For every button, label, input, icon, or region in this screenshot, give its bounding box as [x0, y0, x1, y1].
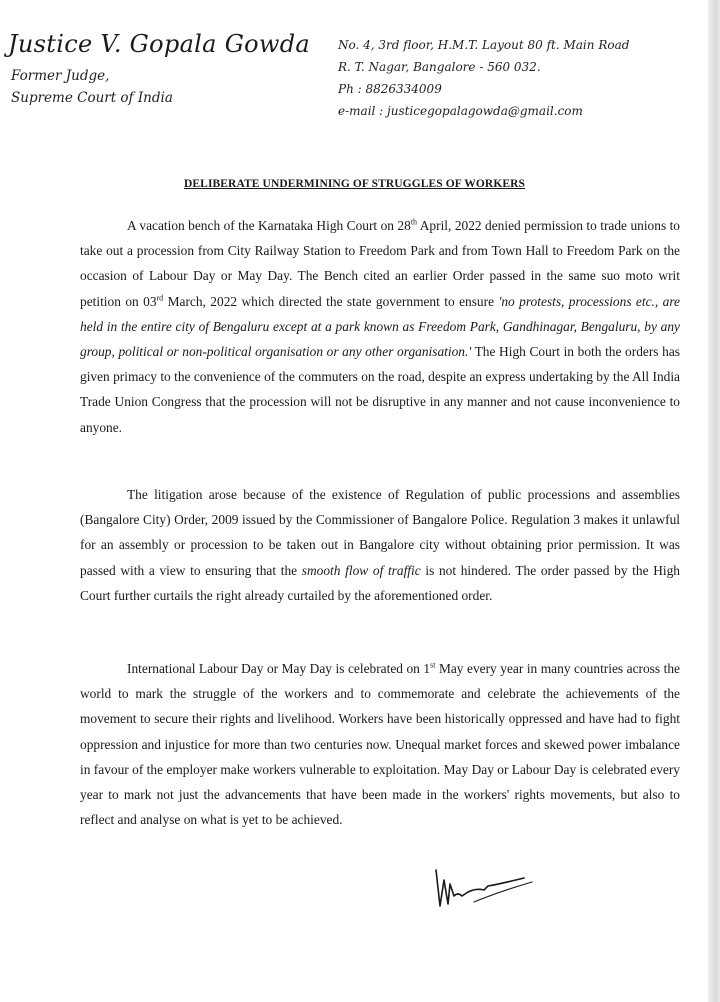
- p1-text-2: April, 2022 denied permission to trade unions to take out a procession from City Railway Station to Freedom Park and from Town Hall to Freedom Park on the occasion of Labour Day or May Day. The Bench cited an earlier Order passed in the same suo moto writ petition on 03: [80, 218, 681, 309]
- p2-text-1: The litigation arose because of the existence of Regulation of public processions and assemblies (Bangalore City) Order, 2009 issued by the Commissioner of Bangalore Police. Regulation 3 makes it unlawful for an assembly or procession to be taken out in Bangalore city without obtaining prior permission. It was passed with a view to ensuring that the: [80, 487, 680, 578]
- signature-icon: [428, 866, 538, 916]
- address-line-1: No. 4, 3rd floor, H.M.T. Layout 80 ft. Main Road: [338, 38, 630, 52]
- p1-sup-1: th: [410, 217, 418, 227]
- address-line-2: R. T. Nagar, Bangalore - 560 032.: [338, 60, 541, 74]
- letterhead-left: [8, 30, 310, 106]
- p1-text-3: March, 2022 which directed the state government to ensure: [163, 293, 499, 309]
- p1-text-4: The High Court in both the orders has given primacy to the convenience of the commuters on the road, despite an express undertaking by the All India Trade Union Congress that the procession will not be disruptive in any manner and not cause inconvenience to anyone.: [80, 344, 680, 435]
- designation-line-2: Supreme Court of India: [11, 90, 173, 106]
- designation-line-1: Former Judge,: [11, 68, 110, 84]
- phone-number: Ph : 8826334009: [338, 82, 442, 96]
- author-name: Justice V. Gopala Gowda: [8, 30, 311, 58]
- p1-sup-2: rd: [156, 293, 164, 303]
- p1-text-1: A vacation bench of the Karnataka High Court on 28: [127, 218, 411, 233]
- p3-text-2: May every year in many countries across the world to mark the struggle of the workers and to commemorate and celebrate the achievements of the movement to secure their rights and livelihood. Workers have been historically oppressed and have had to fight oppression and injustice for more than two centuries now. Unequal market forces and skewed power imbalance in favour of the employer make workers vulnerable to exploitation. May Day or Labour Day is celebrated every year to mark not just the advancements that have been made in the workers' rights movements, but also to reflect and analyse on what is yet to be achieved.: [80, 661, 680, 828]
- p3-sup-1: st: [430, 660, 436, 670]
- email-address: e-mail : justicegopalagowda@gmail.com: [338, 104, 583, 118]
- p2-text-2: is not hindered. The order passed by the High Court further curtails the right already curtailed by the aforementioned order.: [80, 562, 680, 603]
- paragraph-3: [80, 656, 680, 832]
- paragraph-1: [80, 213, 680, 440]
- p3-text-1: International Labour Day or May Day is celebrated on 1: [127, 661, 431, 676]
- paragraph-2: [80, 482, 680, 608]
- document-title: DELIBERATE UNDERMINING OF STRUGGLES OF WORKERS: [184, 178, 526, 190]
- letterhead-address: [338, 34, 629, 122]
- page-edge-shadow: [708, 0, 720, 1002]
- p2-emphasis: smooth flow of traffic: [301, 562, 421, 578]
- p1-quote: 'no protests, processions etc., are held in the entire city of Bengaluru except at a park known as Freedom Park, Gandhinagar, Bengaluru, by any group, political or non-political organisation or any other organisation.': [80, 293, 681, 360]
